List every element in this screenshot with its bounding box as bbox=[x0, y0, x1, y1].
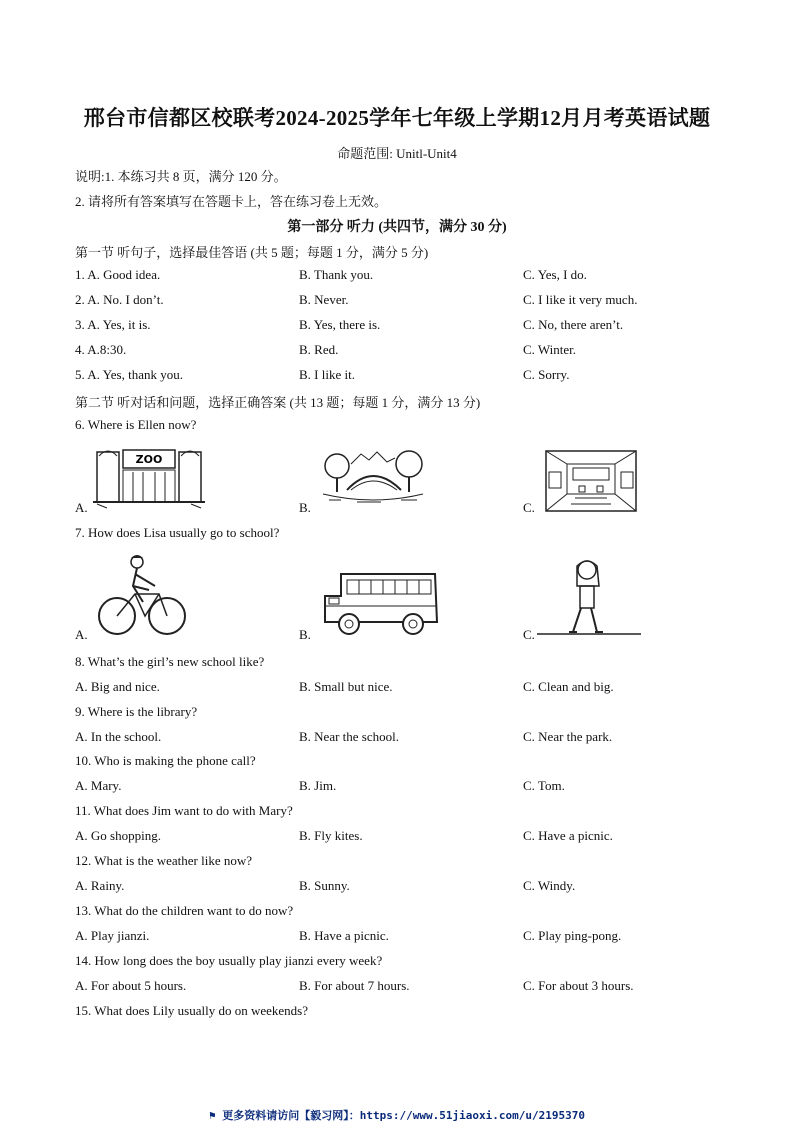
note-line-1: 说明:1. 本练习共 8 页，满分 120 分。 bbox=[75, 169, 287, 184]
option-b: B. Fly kites. bbox=[299, 828, 363, 843]
option-a: 3. A. Yes, it is. bbox=[75, 317, 151, 332]
option-b: B. I like it. bbox=[299, 367, 355, 382]
option-c: C. Play ping-pong. bbox=[523, 928, 622, 943]
option-c: C. For about 3 hours. bbox=[523, 978, 634, 993]
option-b-image bbox=[299, 550, 499, 643]
option-label: C. bbox=[523, 500, 535, 515]
option-label: B. bbox=[299, 627, 311, 642]
question-row bbox=[75, 317, 735, 335]
footer-link-text[interactable]: 更多资料请访问【毅习网】：https://www.51jiaoxi.com/u/2195370 bbox=[222, 1109, 585, 1122]
question-12-text: 12. What is the weather like now? bbox=[75, 853, 253, 868]
question-8-text: 8. What’s the girl’s new school like? bbox=[75, 654, 265, 669]
question-row bbox=[75, 978, 735, 996]
question-row bbox=[75, 292, 735, 310]
option-label: C. bbox=[523, 627, 535, 642]
question-6-options bbox=[75, 440, 735, 516]
question-13-text: 13. What do the children want to do now? bbox=[75, 903, 294, 918]
question-10-text: 10. Who is making the phone call? bbox=[75, 753, 256, 768]
page-title: 邢台市信都区校联考2024-2025学年七年级上学期12月月考英语试题 bbox=[83, 106, 711, 130]
note-line-2: 2. 请将所有答案填写在答题卡上，答在练习卷上无效。 bbox=[75, 194, 388, 209]
question-row bbox=[75, 778, 735, 796]
option-a: A. Go shopping. bbox=[75, 828, 161, 843]
question-11-text: 11. What does Jim want to do with Mary? bbox=[75, 803, 293, 818]
option-b: B. Jim. bbox=[299, 778, 337, 793]
park-bridge-picture bbox=[321, 444, 425, 508]
option-b: B. Have a picnic. bbox=[299, 928, 389, 943]
option-c: C. Windy. bbox=[523, 878, 576, 893]
option-a: A. For about 5 hours. bbox=[75, 978, 187, 993]
option-label: B. bbox=[299, 500, 311, 515]
option-b: B. Red. bbox=[299, 342, 339, 357]
school-bus-picture bbox=[321, 570, 441, 638]
option-a: A. Rainy. bbox=[75, 878, 125, 893]
option-a-image bbox=[75, 440, 275, 516]
option-a: A. Big and nice. bbox=[75, 679, 160, 694]
option-b: B. Sunny. bbox=[299, 878, 350, 893]
option-a: A. Play jianzi. bbox=[75, 928, 150, 943]
zoo-gate-picture bbox=[93, 442, 205, 510]
zoo-sign-text: ZOO bbox=[135, 453, 163, 466]
option-label: A. bbox=[75, 627, 88, 642]
option-c: C. I like it very much. bbox=[523, 292, 638, 307]
option-c: C. Have a picnic. bbox=[523, 828, 613, 843]
question-row bbox=[75, 729, 735, 747]
page-subtitle: 命题范围: Unitl-Unit4 bbox=[337, 146, 457, 161]
question-6-text: 6. Where is Ellen now? bbox=[75, 417, 197, 432]
option-a: A. In the school. bbox=[75, 729, 162, 744]
question-7-options bbox=[75, 550, 735, 643]
option-c: C. Yes, I do. bbox=[523, 267, 587, 282]
option-a-image bbox=[75, 550, 275, 643]
option-c-image bbox=[523, 440, 723, 516]
option-b: B. Never. bbox=[299, 292, 349, 307]
option-a: 1. A. Good idea. bbox=[75, 267, 161, 282]
option-c: C. Sorry. bbox=[523, 367, 570, 382]
question-row bbox=[75, 928, 735, 946]
option-b: B. For about 7 hours. bbox=[299, 978, 410, 993]
walking-girl-picture bbox=[537, 556, 643, 636]
part1-heading: 第一部分 听力 (共四节，满分 30 分) bbox=[287, 220, 507, 235]
question-row bbox=[75, 342, 735, 360]
option-b: B. Near the school. bbox=[299, 729, 400, 744]
option-c: C. Near the park. bbox=[523, 729, 613, 744]
option-b: B. Yes, there is. bbox=[299, 317, 381, 332]
option-b: B. Small but nice. bbox=[299, 679, 393, 694]
question-row bbox=[75, 679, 735, 697]
section2-heading: 第二节 听对话和问题，选择正确答案 (共 13 题；每题 1 分，满分 13 分) bbox=[75, 395, 481, 410]
option-b-image bbox=[299, 440, 499, 516]
question-15-text: 15. What does Lily usually do on weekends? bbox=[75, 1003, 308, 1018]
option-a: 5. A. Yes, thank you. bbox=[75, 367, 183, 382]
question-row bbox=[75, 828, 735, 846]
bicycle-rider-picture bbox=[97, 550, 187, 638]
footer-link[interactable] bbox=[0, 1107, 794, 1123]
option-c: C. Tom. bbox=[523, 778, 565, 793]
option-c-image bbox=[523, 550, 735, 643]
question-14-text: 14. How long does the boy usually play jianzi every week? bbox=[75, 953, 383, 968]
classroom-picture bbox=[545, 450, 637, 512]
option-label: A. bbox=[75, 500, 88, 515]
question-9-text: 9. Where is the library? bbox=[75, 704, 198, 719]
question-row bbox=[75, 367, 735, 385]
option-b: B. Thank you. bbox=[299, 267, 374, 282]
option-c: C. Clean and big. bbox=[523, 679, 614, 694]
option-a: A. Mary. bbox=[75, 778, 122, 793]
question-7-text: 7. How does Lisa usually go to school? bbox=[75, 525, 280, 540]
flag-icon: ⚑ bbox=[209, 1109, 223, 1122]
option-a: 2. A. No. I don’t. bbox=[75, 292, 164, 307]
option-c: C. Winter. bbox=[523, 342, 577, 357]
option-c: C. No, there aren’t. bbox=[523, 317, 624, 332]
question-row bbox=[75, 878, 735, 896]
option-a: 4. A.8:30. bbox=[75, 342, 127, 357]
question-row bbox=[75, 267, 735, 285]
section1-heading: 第一节 听句子，选择最佳答语 (共 5 题；每题 1 分，满分 5 分) bbox=[75, 245, 429, 260]
